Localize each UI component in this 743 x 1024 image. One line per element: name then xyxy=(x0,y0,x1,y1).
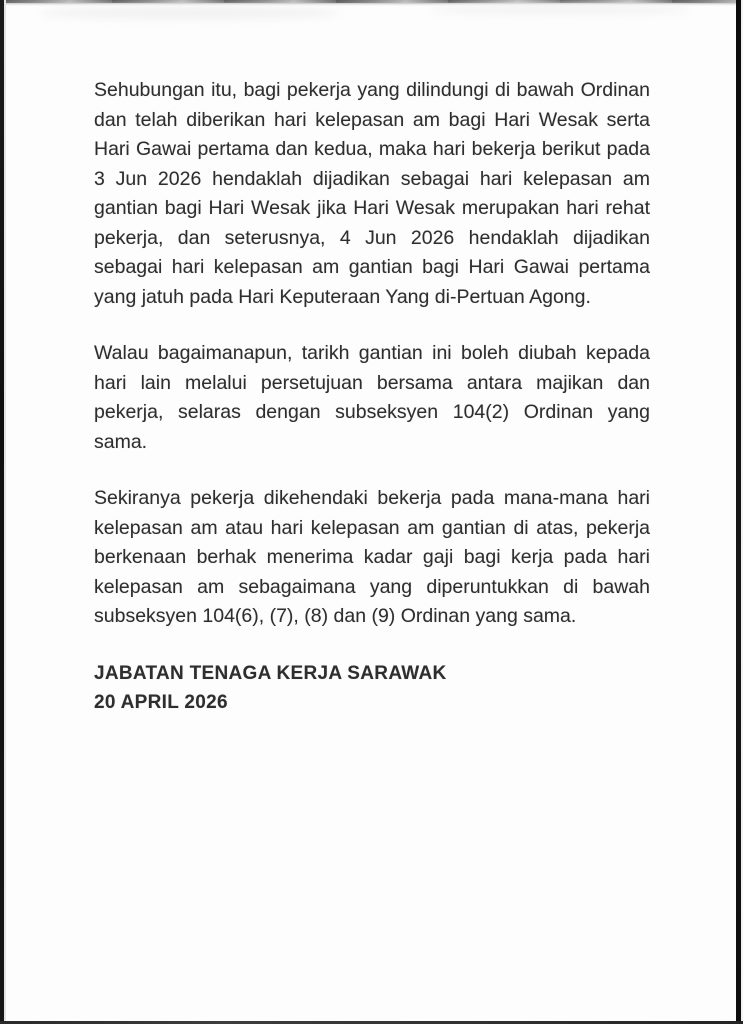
signature-date: 20 APRIL 2026 xyxy=(94,691,228,713)
body-paragraph-1: Sehubungan itu, bagi pekerja yang dilindungi di bawah Ordinan dan telah diberikan hari kelepasan am bagi Hari Wesak serta Hari Gawai pertama dan kedua, maka hari bekerja berikut pada 3 Jun 2026 hendaklah dijadikan sebagai hari kelepasan am gantian bagi Hari Wesak jika Hari Wesak merupakan hari rehat pekerja, dan seterusnya, 4 Jun 2026 hendaklah dijadikan sebagai hari kelepasan am gantian bagi Hari Gawai pertama yang jatuh pada Hari Keputeraan Yang di-Pertuan Agong. xyxy=(94,79,650,308)
body-paragraph-3: Sekiranya pekerja dikehendaki bekerja pada mana-mana hari kelepasan am atau hari kelepasan am gantian di atas, pekerja berkenaan berhak menerima kadar gaji bagi kerja pada hari kelepasan am sebagaimana yang diperuntukkan di bawah subseksyen 104(6), (7), (8) dan (9) Ordinan yang sama. xyxy=(94,487,650,627)
signature-organization: JABATAN TENAGA KERJA SARAWAK xyxy=(94,662,447,684)
scan-edge-top-jagged-line xyxy=(0,0,743,3)
scan-shadow-smudge-right xyxy=(430,5,690,15)
body-paragraph-2: Walau bagaimanapun, tarikh gantian ini boleh diubah kepada hari lain melalui persetujuan bersama antara majikan dan pekerja, selaras dengan subseksyen 104(2) Ordinan yang sama. xyxy=(94,342,650,453)
scan-edge-left-highlight xyxy=(4,0,6,1024)
signature-block xyxy=(94,659,650,717)
letter-body xyxy=(94,76,650,717)
scan-edge-right xyxy=(736,0,741,1024)
scan-shadow-smudge-left xyxy=(40,7,340,19)
